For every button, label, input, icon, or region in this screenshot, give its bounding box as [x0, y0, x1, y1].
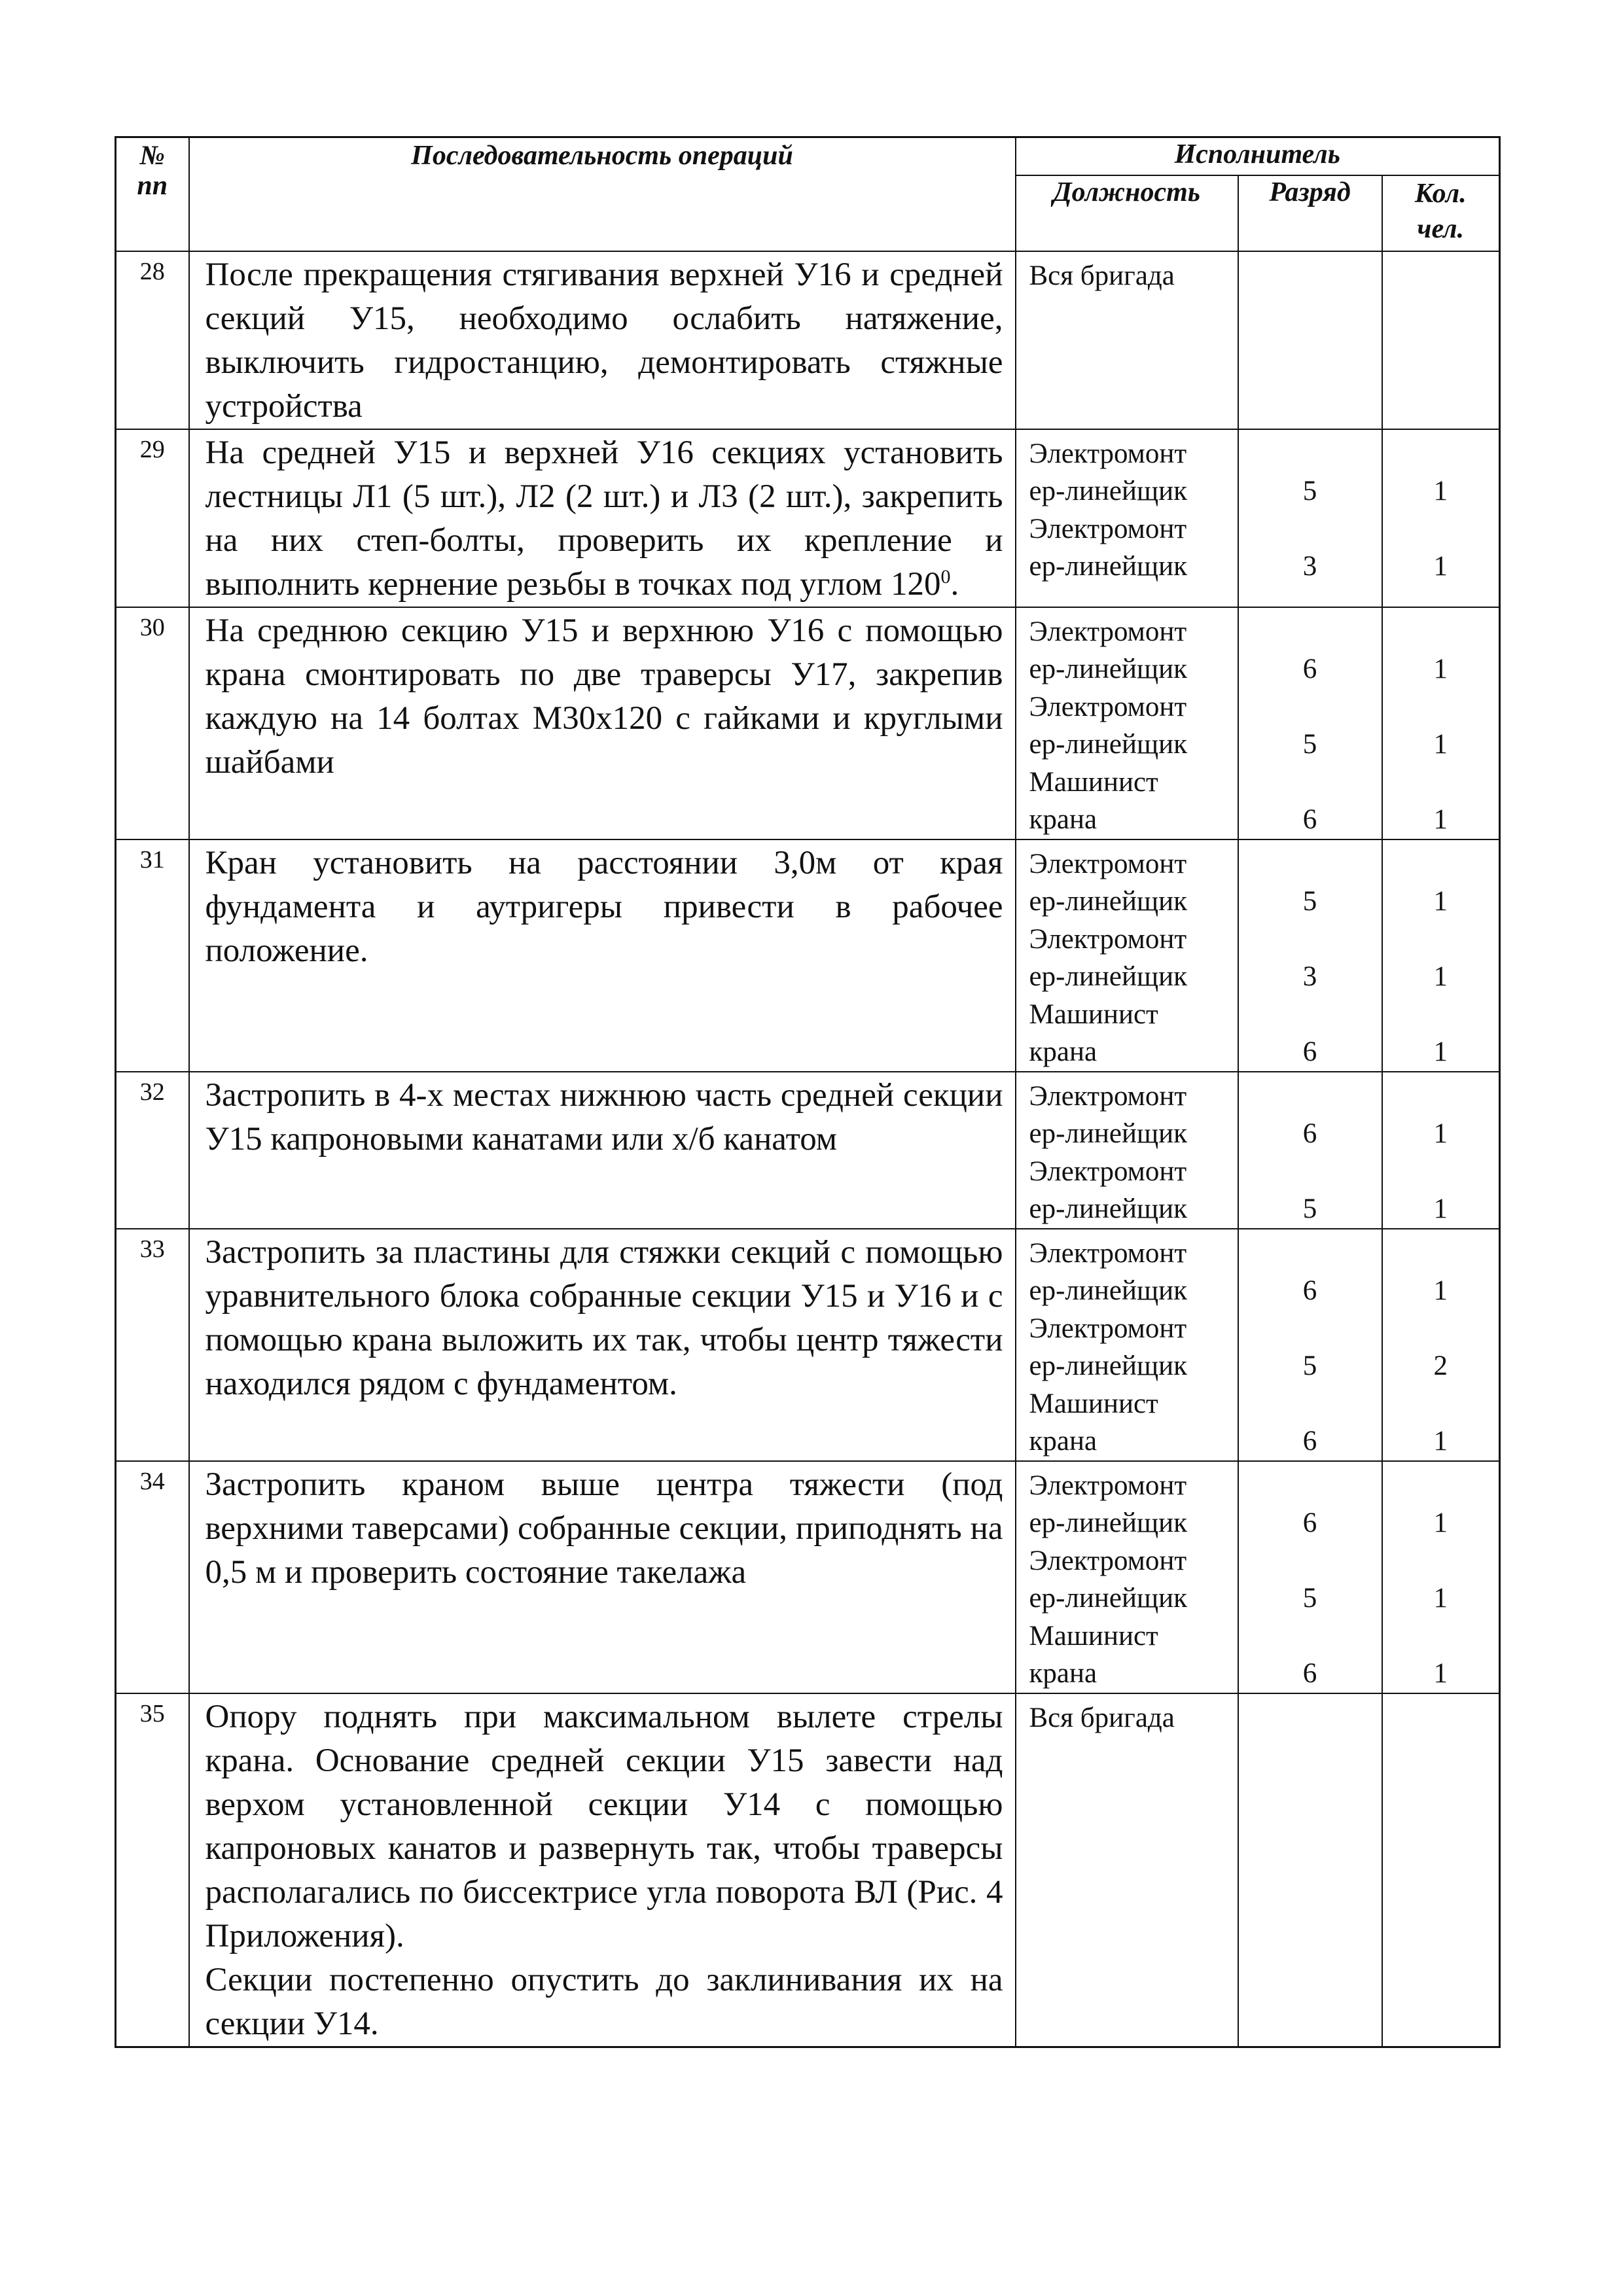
row-number: 33 [116, 1229, 189, 1461]
row-number: 28 [116, 251, 189, 429]
executor-position-line: ер-линейщик [1029, 1508, 1187, 1538]
table-row [116, 839, 1500, 1072]
executor-position-line: ер-линейщик [1029, 1275, 1187, 1306]
operation-text: На среднюю секцию У15 и верхнюю У16 с помощью крана смонтировать по две траверсы У17, закрепив каждую на 14 болтах М30х120 с гайками и круглыми шайбами [205, 612, 1003, 781]
executor-position-line: ер-линейщик [1029, 476, 1187, 506]
executor-count-line [1383, 921, 1499, 959]
operation-text: Застропить краном выше центра тяжести (под верхними таверсами) собранные секции, приподнять на 0,5 м и проверить состояние такелажа [205, 1466, 1003, 1591]
operation-paragraph [205, 1231, 1003, 1406]
executor-position-line: Вся бригада [1029, 1702, 1175, 1733]
executor-grade [1238, 1693, 1382, 2047]
operation-paragraph [205, 253, 1003, 429]
executor-count-line: 1 [1433, 1275, 1448, 1306]
executor-count [1382, 1072, 1500, 1229]
executor-position-line: ер-линейщик [1029, 1118, 1187, 1149]
executor-grade-line: 6 [1302, 1658, 1317, 1689]
executor-grade-line [1239, 1153, 1382, 1191]
header-executor: Исполнитель [1016, 137, 1500, 175]
executor-count-line: 1 [1433, 804, 1448, 835]
executor-position [1016, 429, 1238, 607]
executor-count [1382, 1461, 1500, 1693]
executor-position [1016, 607, 1238, 839]
row-number: 34 [116, 1461, 189, 1693]
operation-paragraph [205, 841, 1003, 973]
operation-description [189, 839, 1016, 1072]
executor-count-line [1383, 764, 1499, 802]
executor-grade-line: 5 [1302, 1351, 1317, 1381]
executor-grade-line: 6 [1302, 654, 1317, 684]
operation-text: После прекращения стягивания верхней У16 и средней секций У15, необходимо ослабить натяжение, выключить гидростанцию, демонтировать стяжные устройства [205, 256, 1003, 425]
executor-grade [1238, 1461, 1382, 1693]
executor-position-line: Электромонт [1029, 848, 1187, 879]
executor-count-line [1383, 1235, 1499, 1273]
operation-description [189, 429, 1016, 607]
executor-count-line: 1 [1433, 551, 1448, 582]
operation-description [189, 607, 1016, 839]
operation-paragraph [205, 609, 1003, 785]
operation-paragraph [205, 1695, 1003, 1958]
executor-grade-line [1239, 1467, 1382, 1505]
executor-grade-line [1239, 845, 1382, 883]
executor-position [1016, 839, 1238, 1072]
executor-grade-line: 3 [1302, 551, 1317, 582]
executor-position-line: Электромонт [1029, 513, 1187, 544]
executor-grade [1238, 839, 1382, 1072]
executor-position [1016, 1072, 1238, 1229]
executor-count-line: 1 [1433, 729, 1448, 760]
executor-grade-line: 6 [1302, 1036, 1317, 1067]
executor-position-line: ер-линейщик [1029, 729, 1187, 760]
executor-count [1382, 1229, 1500, 1461]
executor-position-line: Электромонт [1029, 1470, 1187, 1501]
row-number: 31 [116, 839, 189, 1072]
degree-superscript: 0 [940, 565, 951, 588]
table-row [116, 1461, 1500, 1693]
executor-grade-line [1239, 1617, 1382, 1655]
executor-count-line [1383, 1310, 1499, 1348]
operation-text: Кран установить на расстоянии 3,0м от края фундамента и аутригеры привести в рабочее положение. [205, 844, 1003, 969]
executor-position-line: Электромонт [1029, 691, 1187, 722]
executor-grade [1238, 251, 1382, 429]
operation-text: Застропить за пластины для стяжки секций с помощью уравнительного блока собранные секции У15 и У16 и с помощью крана выложить их так, чтобы центр тяжести находился рядом с фундаментом. [205, 1233, 1003, 1402]
executor-count [1382, 1693, 1500, 2047]
executor-position [1016, 1693, 1238, 2047]
header-row-top [116, 137, 1500, 175]
executor-grade-line [1239, 764, 1382, 802]
executor-position-line: Электромонт [1029, 1545, 1187, 1576]
header-count [1382, 175, 1500, 251]
executor-count-line [1383, 1385, 1499, 1423]
executor-position-line: ер-линейщик [1029, 961, 1187, 992]
operations-table [115, 136, 1501, 2048]
executor-grade-line [1239, 996, 1382, 1034]
table-row [116, 1229, 1500, 1461]
executor-count-line [1383, 1153, 1499, 1191]
executor-grade-line: 6 [1302, 1118, 1317, 1149]
header-grade: Разряд [1238, 175, 1382, 251]
executor-position-line: Электромонт [1029, 1313, 1187, 1344]
executor-grade-line [1239, 688, 1382, 726]
executor-grade-line [1239, 921, 1382, 959]
executor-position-line: Электромонт [1029, 1156, 1187, 1187]
executor-position-line: Машинист [1029, 1620, 1158, 1651]
executor-grade-line: 6 [1302, 1275, 1317, 1306]
executor-count-line [1383, 1467, 1499, 1505]
header-count-line-2: чел. [1417, 213, 1465, 244]
operation-text: Секции постепенно опустить до заклинивания их на секции У14. [205, 1961, 1003, 2042]
row-number: 32 [116, 1072, 189, 1229]
executor-grade-line [1239, 1310, 1382, 1348]
executor-count-line [1383, 435, 1499, 473]
row-number: 30 [116, 607, 189, 839]
operation-description [189, 1072, 1016, 1229]
operation-description [189, 1229, 1016, 1461]
executor-position-line: Электромонт [1029, 1237, 1187, 1269]
executor-count-line [1383, 1617, 1499, 1655]
executor-grade-line: 5 [1302, 729, 1317, 760]
executor-count-line: 1 [1433, 886, 1448, 917]
executor-grade-line: 6 [1302, 1508, 1317, 1538]
operation-paragraph [205, 1958, 1003, 2046]
executor-grade-line: 6 [1302, 1426, 1317, 1457]
executor-count [1382, 429, 1500, 607]
executor-position-line: ер-линейщик [1029, 1193, 1187, 1224]
executor-count-line: 1 [1433, 476, 1448, 506]
executor-grade-line [1239, 1235, 1382, 1273]
operation-text: Опору поднять при максимальном вылете стрелы крана. Основание средней секции У15 завести над верхом установленной секции У14 с помощью капроновых канатов и развернуть так, чтобы траверсы располагались по биссектрисе угла поворота ВЛ (Рис. 4 Приложения). [205, 1698, 1003, 1954]
executor-count-line [1383, 1078, 1499, 1116]
executor-count [1382, 839, 1500, 1072]
executor-grade [1238, 607, 1382, 839]
executor-count-line [1383, 845, 1499, 883]
operation-text: Застропить в 4-х местах нижнюю часть средней секции У15 капроновыми канатами или х/б канатом [205, 1076, 1003, 1157]
executor-position-line: крана [1029, 1426, 1097, 1457]
executor-position-line: Электромонт [1029, 923, 1187, 955]
executor-count-line [1383, 996, 1499, 1034]
executor-position-line: ер-линейщик [1029, 886, 1187, 917]
executor-count [1382, 607, 1500, 839]
executor-grade [1238, 1229, 1382, 1461]
executor-grade-line [1239, 435, 1382, 473]
executor-grade-line: 3 [1302, 961, 1317, 992]
executor-grade-line [1239, 510, 1382, 548]
executor-grade [1238, 429, 1382, 607]
executor-position-line: ер-линейщик [1029, 1583, 1187, 1614]
executor-position-line: крана [1029, 804, 1097, 835]
table-row [116, 251, 1500, 429]
executor-count-line [1383, 1542, 1499, 1580]
operation-paragraph [205, 1074, 1003, 1161]
executor-grade-line: 5 [1302, 1583, 1317, 1614]
operation-description [189, 1461, 1016, 1693]
executor-count-line: 1 [1433, 1118, 1448, 1149]
executor-count-line [1383, 613, 1499, 651]
executor-count [1382, 251, 1500, 429]
executor-count-line: 1 [1433, 1193, 1448, 1224]
executor-count-line: 1 [1433, 1036, 1448, 1067]
executor-position [1016, 1229, 1238, 1461]
executor-position-line: ер-линейщик [1029, 1351, 1187, 1381]
table-row [116, 1693, 1500, 2047]
executor-count-line: 1 [1433, 961, 1448, 992]
executor-position-line: ер-линейщик [1029, 654, 1187, 684]
executor-position [1016, 1461, 1238, 1693]
executor-count-line: 1 [1433, 1426, 1448, 1457]
executor-position-line: Вся бригада [1029, 260, 1175, 291]
executor-count-line: 1 [1433, 1508, 1448, 1538]
header-count-line-1: Кол. [1414, 178, 1467, 209]
executor-grade [1238, 1072, 1382, 1229]
operation-description [189, 251, 1016, 429]
sentence-end: . [950, 565, 959, 603]
executor-position-line: Электромонт [1029, 616, 1187, 647]
executor-count-line: 1 [1433, 1583, 1448, 1614]
executor-position-line: Машинист [1029, 998, 1158, 1030]
executor-position-line: крана [1029, 1036, 1097, 1067]
executor-count-line: 1 [1433, 1658, 1448, 1689]
operations-sheet [115, 136, 1499, 2057]
header-number-abbr: пп [137, 171, 168, 201]
executor-grade-line: 6 [1302, 804, 1317, 835]
executor-position [1016, 251, 1238, 429]
header-number [116, 137, 189, 251]
operations-body [116, 251, 1500, 2047]
executor-count-line: 1 [1433, 654, 1448, 684]
operation-description [189, 1693, 1016, 2047]
executor-position-line: Электромонт [1029, 438, 1187, 469]
executor-grade-line [1239, 1385, 1382, 1423]
executor-position-line: Машинист [1029, 766, 1158, 798]
operation-paragraph [205, 431, 1003, 607]
table-row [116, 607, 1500, 839]
row-number: 35 [116, 1693, 189, 2047]
row-number: 29 [116, 429, 189, 607]
executor-grade-line [1239, 1078, 1382, 1116]
executor-grade-line [1239, 613, 1382, 651]
executor-count-line: 2 [1433, 1351, 1448, 1381]
executor-grade-line: 5 [1302, 1193, 1317, 1224]
executor-grade-line: 5 [1302, 886, 1317, 917]
operation-text: На средней У15 и верхней У16 секциях установить лестницы Л1 (5 шт.), Л2 (2 шт.) и Л3 (2 шт.), закрепить на них степ-болты, проверить их крепление и выполнить кернение резьбы в точках под углом 120 [205, 434, 1003, 603]
executor-position-line: Электромонт [1029, 1080, 1187, 1112]
executor-position-line: ер-линейщик [1029, 551, 1187, 582]
header-number-sign: № [139, 141, 165, 171]
header-position: Должность [1016, 175, 1238, 251]
executor-position-line: Машинист [1029, 1388, 1158, 1419]
header-sequence: Последовательность операций [189, 137, 1016, 251]
table-row [116, 429, 1500, 607]
executor-count-line [1383, 688, 1499, 726]
table-row [116, 1072, 1500, 1229]
executor-position-line: крана [1029, 1658, 1097, 1689]
executor-grade-line [1239, 1542, 1382, 1580]
operation-paragraph [205, 1463, 1003, 1595]
executor-grade-line: 5 [1302, 476, 1317, 506]
executor-count-line [1383, 510, 1499, 548]
